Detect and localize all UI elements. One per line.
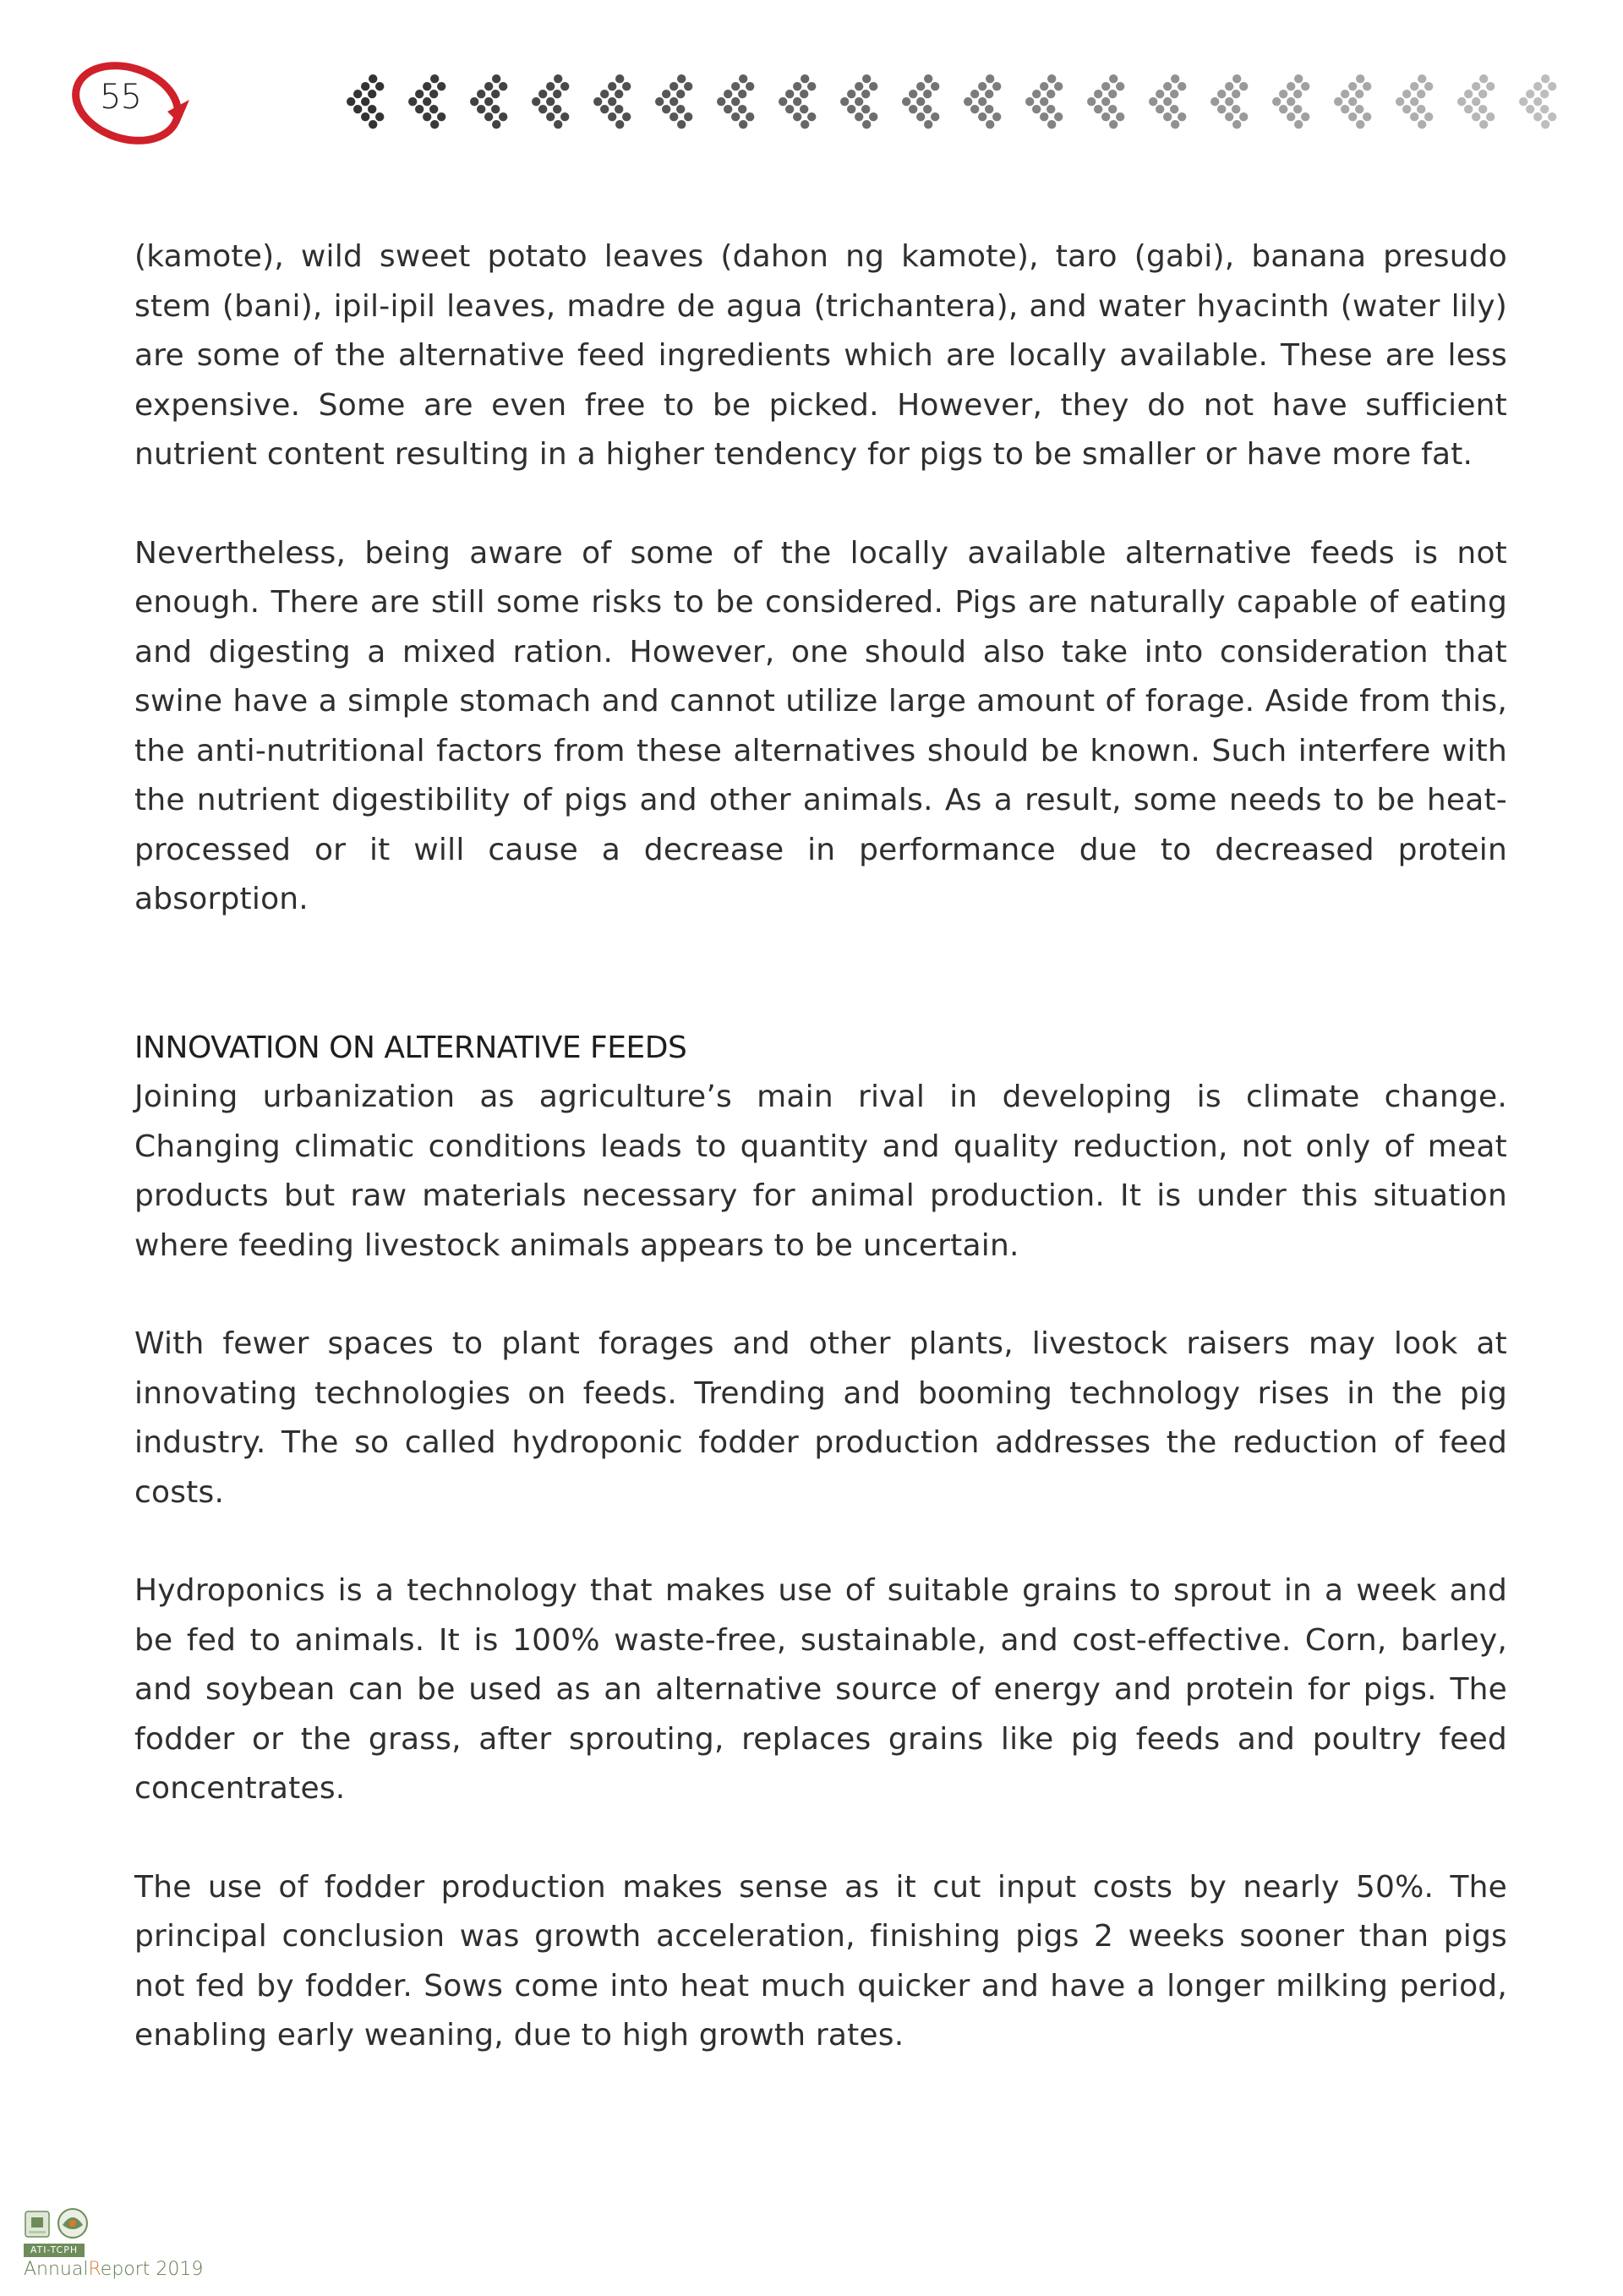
paragraph: The use of fodder production makes sense as it cut input costs by nearly 50%. The principal conclusion was growth acceleration, finishing pigs 2 weeks sooner than pigs not fed by fodder. Sows come into heat much quicker and have a longer milking period, enabling early weaning, due to high growth rates.: [134, 1869, 1507, 2053]
chevron-mark-icon: [1210, 74, 1248, 128]
chevron-mark-icon: [532, 74, 569, 128]
chevron-mark-icon: [1519, 74, 1556, 128]
chevron-mark-icon: [840, 74, 877, 128]
paragraph: Joining urbanization as agriculture’s main rival in developing is climate change. Changing climatic conditions leads to quantity and quality reduction, not only of meat products but raw materials necessary for animal production. It is under this situation where feeding livestock animals appears to be uncertain.: [134, 1080, 1507, 1263]
paragraph: (kamote), wild sweet potato leaves (dahon ng kamote), taro (gabi), banana presudo stem (bani), ipil-ipil leaves, madre de agua (trichantera), and water hyacinth (water lily) are some of the alternative feed ingredients which are locally available. These are less expensive. Some are even free to be picked. However, they do not have sufficient nutrient content resulting in a higher tendency for pigs to be smaller or have more fat.: [134, 239, 1507, 472]
chevron-mark-icon: [1457, 74, 1495, 128]
decorative-chevron-strip: [338, 59, 1606, 144]
chevron-mark-icon: [1149, 74, 1186, 128]
annual-report-label: [24, 2259, 203, 2281]
section-heading: INNOVATION ON ALTERNATIVE FEEDS: [134, 1030, 687, 1065]
chevron-mark-icon: [1396, 74, 1433, 128]
section-spacer: [134, 925, 1507, 1024]
paragraph: With fewer spaces to plant forages and other plants, livestock raisers may look at innovating technologies on feeds. Trending and booming technology rises in the pig industry. The so called hydroponic fodder production addresses the reduction of feed costs.: [134, 1326, 1507, 1510]
chevron-mark-icon: [347, 74, 384, 128]
annual-report-prefix: Annual: [24, 2259, 89, 2280]
paragraph: Nevertheless, being aware of some of the locally available alternative feeds is not enough. There are still some risks to be considered. Pigs are naturally capable of eating and digesting a mixed ration. However, one should also take into consideration that swine have a simple stomach and cannot utilize large amount of forage. Aside from this, the anti-nutritional factors from these alternatives should be known. Such interfere with the nutrient digestibility of pigs and other animals. As a result, some needs to be heat-processed or it will cause a decrease in performance due to decreased protein absorption.: [134, 535, 1507, 916]
footer-branding: [24, 2205, 227, 2289]
article-body: [134, 232, 1507, 2061]
chevron-mark-icon: [408, 74, 445, 128]
organization-logos-icon: [24, 2205, 100, 2240]
chevron-mark-icon: [593, 74, 631, 128]
chevron-mark-icon: [779, 74, 816, 128]
chevron-mark-icon: [470, 74, 507, 128]
chevron-mark-icon: [1272, 74, 1309, 128]
chevron-mark-icon: [902, 74, 939, 128]
chevron-mark-icon: [655, 74, 692, 128]
annual-report-accent-letter: R: [88, 2259, 101, 2280]
chevron-mark-icon: [1334, 74, 1371, 128]
page-number-badge: [66, 56, 210, 149]
footer-org-label: ATI-TCPH: [24, 2244, 85, 2257]
chevron-mark-icon: [1025, 74, 1063, 128]
paragraph: Hydroponics is a technology that makes use of suitable grains to sprout in a week and be fed to animals. It is 100% waste-free, sustainable, and cost-effective. Corn, barley, and soybean can be used as an alternative source of energy and protein for pigs. The fodder or the grass, after sprouting, replaces grains like pig feeds and poultry feed concentrates.: [134, 1573, 1507, 1806]
chevron-mark-icon: [717, 74, 754, 128]
chevron-mark-icon: [964, 74, 1001, 128]
page-number: 55: [100, 78, 141, 117]
chevron-mark-icon: [1087, 74, 1124, 128]
annual-report-suffix: eport 2019: [100, 2259, 204, 2280]
